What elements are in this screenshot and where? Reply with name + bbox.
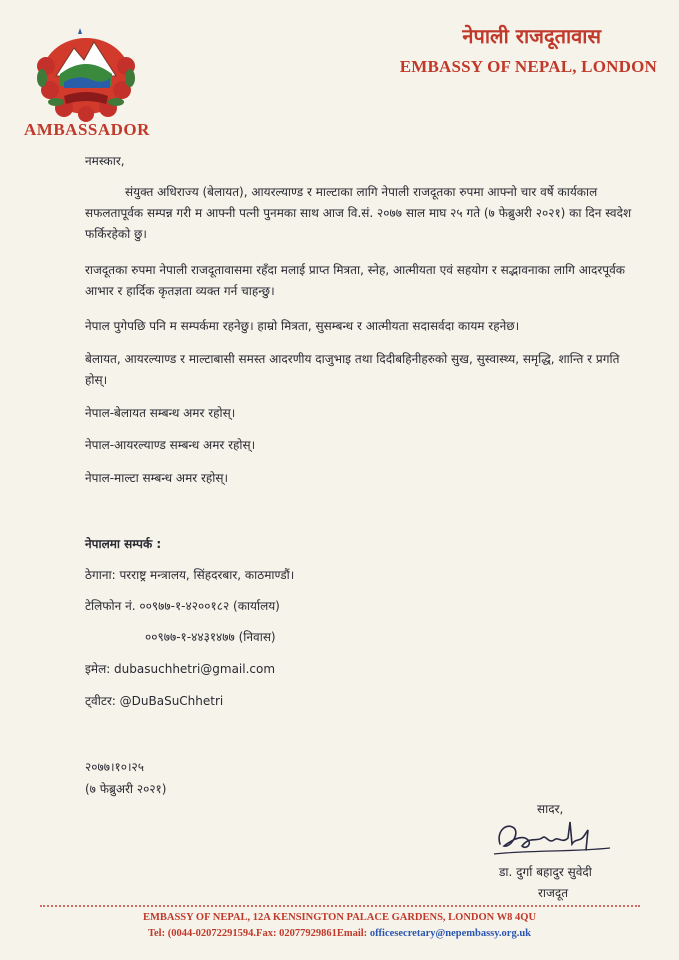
contact-email: इमेल: dubasuchhetri@gmail.com (85, 662, 276, 676)
signatory-title: राजदूत (538, 886, 569, 900)
wish-nepal-uk: नेपाल-बेलायत सम्बन्ध अमर रहोस्। (85, 406, 236, 420)
wish-nepal-malta: नेपाल-माल्टा सम्बन्ध अमर रहोस्। (85, 471, 229, 485)
embassy-title-nepali: नेपाली राजदूतावास (462, 24, 601, 48)
salutation: नमस्कार, (85, 154, 125, 168)
ambassador-label: AMBASSADOR (24, 120, 150, 139)
date-bs: २०७७।१०।२५ (85, 760, 145, 774)
nepal-emblem-icon (30, 24, 142, 122)
contact-heading: नेपालमा सम्पर्क : (85, 537, 162, 551)
footer-address: EMBASSY OF NEPAL, 12A KENSINGTON PALACE GARDENS, LONDON W8 4QU (142, 912, 537, 923)
footer-tel-fax: Tel: (0044-02072291594.Fax: 02077929861Email: (147, 928, 368, 939)
signature-closing: सादर, (537, 802, 564, 816)
paragraph-3: नेपाल पुगेपछि पनि म सम्पर्कमा रहनेछु। हाम्रो मित्रता, सुसम्बन्ध र आत्मीयता सदासर्वदा कायम रहनेछ। (85, 319, 520, 333)
wish-nepal-ireland: नेपाल-आयरल्याण्ड सम्बन्ध अमर रहोस्। (85, 438, 256, 452)
contact-twitter: ट्वीटर: @DuBaSuChhetri (85, 694, 224, 708)
contact-address: ठेगाना: परराष्ट्र मन्त्रालय, सिंहदरबार, काठमाण्डौं। (85, 568, 295, 582)
footer-contact (0, 928, 679, 939)
paragraph-2: राजदूतका रुपमा नेपाली राजदूतावासमा रहँदा मलाई प्राप्त मित्रता, स्नेह, आत्मीयता एवं सहयोग र सद्भावनाका लागि आदरपूर्वक आभार र हार्दिक कृतज्ञता व्यक्त गर्न चाहन्छु। (85, 263, 626, 298)
paragraph-4: बेलायत, आयरल्याण्ड र माल्टाबासी समस्त आदरणीय दाजुभाइ तथा दिदीबहिनीहरुको सुख, सुस्वास्थ्य, समृद्धि, शान्ति र प्रगति होस्। (85, 352, 620, 387)
signatory-name: डा. दुर्गा बहादुर सुवेदी (499, 865, 592, 879)
date-ad: (७ फेब्रुअरी २०२१) (85, 782, 167, 796)
footer-email-link[interactable]: officesecretary@nepembassy.org.uk (369, 928, 532, 939)
paragraph-1: संयुक्त अधिराज्य (बेलायत), आयरल्याण्ड र माल्टाका लागि नेपाली राजदूतका रुपमा आफ्नो चार वर्षे कार्यकाल सफलतापूर्वक सम्पन्न गरी म आफ्नी पत्नी पुनमका साथ आज वि.सं. २०७७ साल माघ २५ गते (७ फेब्रुअरी २०२१) का दिन स्वदेश फर्किरहेको छु। (85, 185, 632, 241)
embassy-title-english: EMBASSY OF NEPAL, LONDON (399, 57, 657, 76)
handwritten-signature-icon (492, 814, 612, 860)
contact-phone-office: टेलिफोन नं. ००९७७-१-४२००१८२ (कार्यालय) (85, 599, 280, 613)
footer-divider (40, 905, 640, 907)
contact-phone-home: ००९७७-१-४४३१४७७ (निवास) (145, 630, 276, 644)
